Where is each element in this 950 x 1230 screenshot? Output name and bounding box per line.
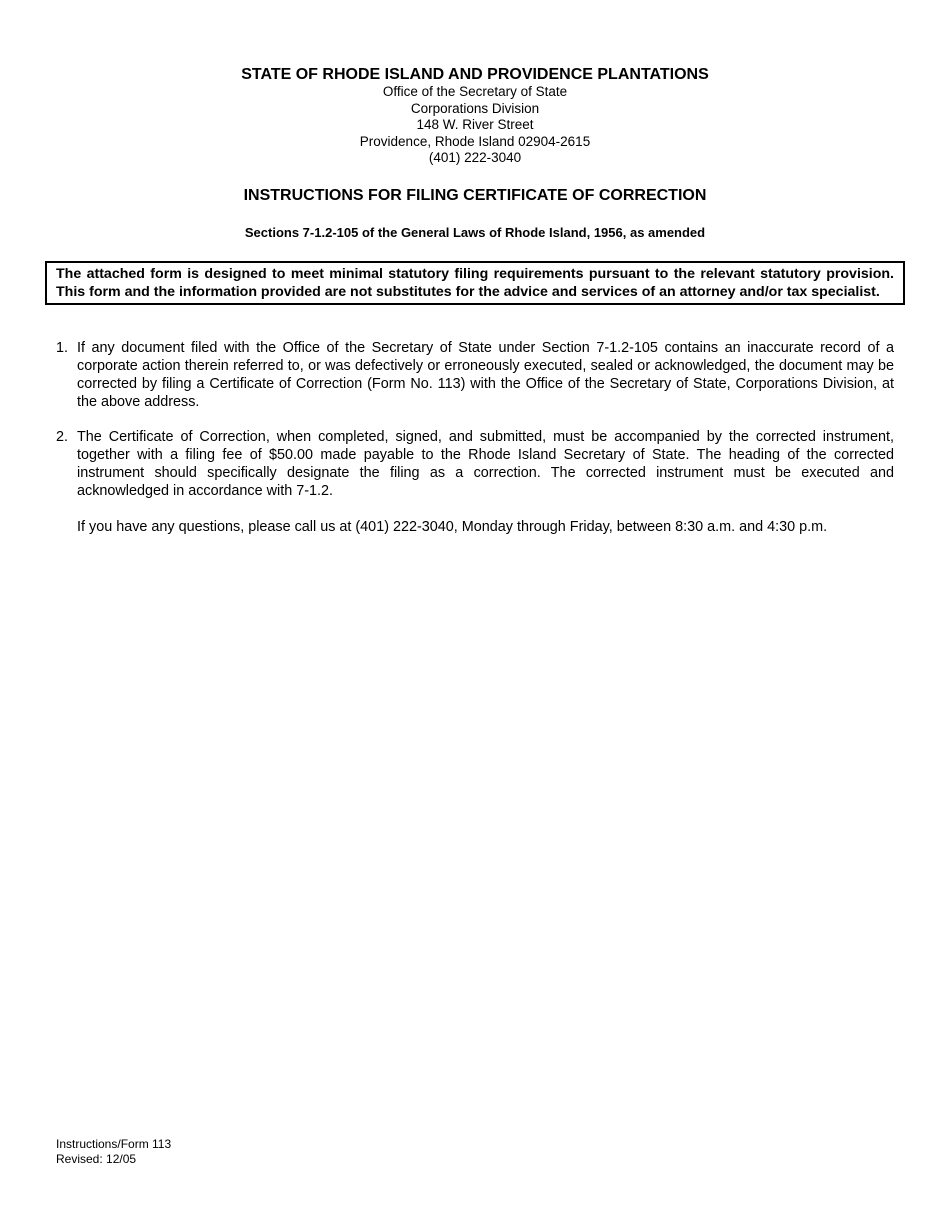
item-number: 1.: [56, 340, 69, 356]
form-footer: [56, 1137, 171, 1167]
document-title: INSTRUCTIONS FOR FILING CERTIFICATE OF CORRECTION: [243, 187, 707, 204]
item-number: 2.: [56, 429, 69, 445]
item-text: The Certificate of Correction, when completed, signed, and submitted, must be accompanied by the corrected instrument, together with a filing fee of $50.00 made payable to the Rhode Island Secretary of State. The heading of the corrected instrument should specifically designate the filing as a correction. The corrected instrument must be executed and acknowledged in accordance with 7-1.2.: [77, 429, 894, 499]
contact-info: If you have any questions, please call us at (401) 222-3040, Monday through Friday, between 8:30 a.m. and 4:30 p.m.: [77, 519, 828, 535]
city-address: Providence, Rhode Island 02904-2615: [359, 133, 591, 149]
state-title: STATE OF RHODE ISLAND AND PROVIDENCE PLANTATIONS: [241, 66, 709, 83]
division-name: Corporations Division: [410, 100, 540, 116]
phone-number: (401) 222-3040: [428, 150, 522, 165]
item-text: If any document filed with the Office of the Secretary of State under Section 7-1.2-105 contains an inaccurate record of a corporate action therein referred to, or was defectively or erroneously executed, sealed or acknowledged, the document may be corrected by filing a Certificate of Correction (Form No. 113) with the Office of the Secretary of State, Corporations Division, at the above address.: [77, 340, 894, 410]
street-address: 148 W. River Street: [416, 117, 534, 132]
disclaimer-notice: The attached form is designed to meet minimal statutory filing requirements pursuant to the relevant statutory provision. This form and the information provided are not substitutes for the advice and services of an attorney and/or tax specialist.: [45, 261, 905, 305]
list-item: [56, 428, 894, 500]
revision-date: Revised: 12/05: [56, 1152, 137, 1166]
list-item: [56, 339, 894, 411]
letterhead: [0, 66, 950, 167]
office-name: Office of the Secretary of State: [382, 84, 568, 99]
statute-reference: Sections 7-1.2-105 of the General Laws of Rhode Island, 1956, as amended: [244, 225, 706, 240]
form-identifier: Instructions/Form 113: [56, 1137, 172, 1151]
